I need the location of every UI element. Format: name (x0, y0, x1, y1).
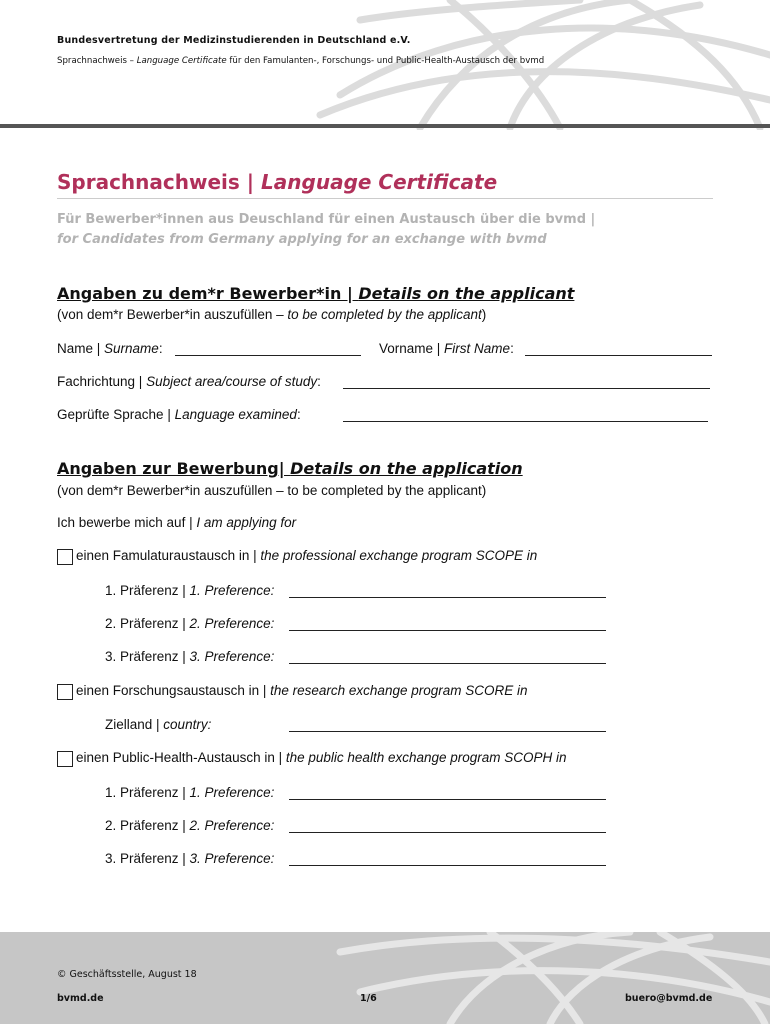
score-checkbox[interactable] (57, 684, 73, 700)
title-rule (57, 198, 713, 199)
header-subtitle: Sprachnachweis – Language Certificate für den Famulanten-, Forschungs- und Public-Health-Austausch der bvmd (57, 56, 545, 66)
header-divider (0, 124, 770, 128)
scoph-pref2-label: 2. Präferenz | 2. Preference: (105, 818, 275, 833)
scoph-pref3-field[interactable] (289, 865, 606, 866)
scope-pref2-label: 2. Präferenz | 2. Preference: (105, 616, 275, 631)
score-label: einen Forschungsaustausch in | the research exchange program SCORE in (76, 683, 528, 698)
intro-text-de: Für Bewerber*innen aus Deuschland für einen Austausch über die bvmd | (57, 212, 596, 227)
scoph-pref1-field[interactable] (289, 799, 606, 800)
scoph-pref1-label: 1. Präferenz | 1. Preference: (105, 785, 275, 800)
surname-label: Name | Surname: (57, 341, 163, 356)
section-heading-applicant: Angaben zu dem*r Bewerber*in | Details on the applicant (57, 284, 575, 303)
page-footer (0, 932, 770, 1024)
scope-pref3-field[interactable] (289, 663, 606, 664)
scoph-pref2-field[interactable] (289, 832, 606, 833)
footer-copyright: © Geschäftsstelle, August 18 (57, 969, 197, 980)
subject-field[interactable] (343, 388, 710, 389)
scope-pref1-label: 1. Präferenz | 1. Preference: (105, 583, 275, 598)
footer-website-link[interactable]: bvmd.de (57, 993, 104, 1004)
first-name-label: Vorname | First Name: (379, 341, 514, 356)
applying-label: Ich bewerbe mich auf | I am applying for (57, 515, 297, 530)
section-heading-application: Angaben zur Bewerbung| Details on the application (57, 459, 523, 478)
intro-text-en: for Candidates from Germany applying for an exchange with bvmd (57, 232, 547, 247)
header-organization: Bundesvertretung der Medizinstudierenden in Deutschland e.V. (57, 35, 411, 46)
application-note: (von dem*r Bewerber*in auszufüllen – to be completed by the applicant) (57, 483, 487, 498)
scope-label: einen Famulaturaustausch in | the professional exchange program SCOPE in (76, 548, 538, 563)
scope-pref1-field[interactable] (289, 597, 606, 598)
score-country-field[interactable] (289, 731, 606, 732)
document-title: Sprachnachweis | Language Certificate (57, 170, 498, 194)
subject-label: Fachrichtung | Subject area/course of study: (57, 374, 321, 389)
score-country-label: Zielland | country: (105, 717, 212, 732)
surname-field[interactable] (175, 355, 361, 356)
first-name-field[interactable] (525, 355, 712, 356)
language-field[interactable] (343, 421, 708, 422)
scope-pref2-field[interactable] (289, 630, 606, 631)
scope-checkbox[interactable] (57, 549, 73, 565)
scoph-checkbox[interactable] (57, 751, 73, 767)
scoph-label: einen Public-Health-Austausch in | the public health exchange program SCOPH in (76, 750, 567, 765)
footer-page-number: 1/6 (360, 993, 377, 1004)
footer-globe-icon (330, 932, 770, 1024)
footer-email-link[interactable]: buero@bvmd.de (625, 993, 713, 1004)
language-label: Geprüfte Sprache | Language examined: (57, 407, 301, 422)
applicant-note: (von dem*r Bewerber*in auszufüllen – to be completed by the applicant) (57, 307, 487, 322)
scope-pref3-label: 3. Präferenz | 3. Preference: (105, 649, 275, 664)
scoph-pref3-label: 3. Präferenz | 3. Preference: (105, 851, 275, 866)
